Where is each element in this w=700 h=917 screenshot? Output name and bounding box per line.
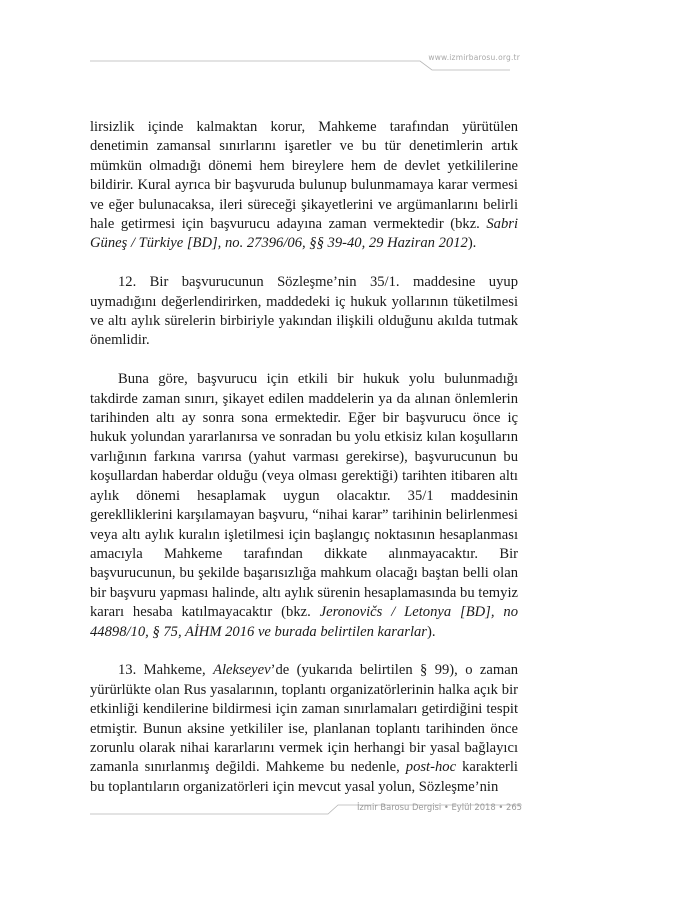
text-run: ). bbox=[467, 235, 477, 252]
paragraph bbox=[90, 118, 518, 254]
text-run: 13. Mahkeme, bbox=[118, 662, 214, 679]
footer-separator: • bbox=[443, 802, 449, 812]
italic-citation: Alekseyev bbox=[213, 662, 271, 679]
footer bbox=[300, 802, 522, 812]
text-run: ). bbox=[426, 623, 436, 640]
text-run: Buna göre, başvurucu için etkili bir hukuk yolu bulunmadığı takdirde zaman sınırı, şikayet edilen maddelerin ya da alınan önlemlerin tarihinden altı ay sonra sona ermektedir. Eğer bir başvurucu önce iç hukuk yolundan yararlanırsa ve sonradan bu yolu etkisiz kılan koşulların varlığının farkına varırsa (yahut varması gerekirse), başvurucunun bu koşullardan haberdar olduğu (veya olması gerektiği) tarihten itibaren altı aylık dönemi hesaplamak uygun olacaktır. 35/1 maddesinin gereklliklerini karşılamayan başvuru, “nihai karar” tarihinin belirlenmesi veya altı aylık kuralın işletilmesi için başlangıç noktasının hesaplanması amacıyla Mahkeme tarafından dikkate alınmayacaktır. Bir başvurucunun, bu şekilde başarısızlığa mahkum olacağı baştan belli olan bir başvuru yapması halinde, altı aylık sürenin hesaplamasında bu temyiz kararı hesaba katılmayacaktır (bkz. bbox=[90, 371, 518, 621]
body-text bbox=[90, 118, 518, 797]
footer-separator: • bbox=[498, 802, 504, 812]
header-rule bbox=[90, 58, 510, 72]
paragraph bbox=[90, 661, 518, 797]
journal-name: İzmir Barosu Dergisi bbox=[356, 802, 442, 812]
paragraph bbox=[90, 273, 518, 351]
paragraph bbox=[90, 370, 518, 642]
italic-citation: Sabri Güneş / Türkiye [BD], no. 27396/06, §§ 39-40, 29 Haziran 2012 bbox=[90, 216, 518, 252]
text-run: lirsizlik içinde kalmaktan korur, Mahkeme tarafından yürütülen denetimin zamansal sınırlarını işaretler ve bu tür denetimlerin artık mümkün olmadığı dönemi hem bireylere hem de devlet yetkililerine bildirir. Kural ayrıca bir başvuruda bulunup bulunmamaya karar vermesi ve eğer bulunacaksa, ileri süreceği şikayetlerini ve argümanlarını belirli hale getirmesi için başvurucu adayına zaman vermektedir (bkz. bbox=[90, 119, 518, 233]
journal-issue: Eylül 2018 bbox=[451, 802, 496, 812]
page-number: 265 bbox=[506, 802, 522, 812]
text-run: 12. Bir başvurucunun Sözleşme’nin 35/1. maddesine uyup uymadığını değerlendirirken, maddedeki iç hukuk yollarının tüketilmesi ve altı aylık sürelerin birbiriyle yakından ilişkili olduğunu akılda tutmak önemlidir. bbox=[90, 274, 518, 349]
header-url: www.izmirbarosu.org.tr bbox=[428, 53, 520, 62]
text-run: ’de (yukarıda belirtilen § 99), o zaman yürürlükte olan Rus yasalarının, toplantı organizatörlerinin halka açık bir etkinliği kendilerine bildirmesi için zaman sınırlamaları getirdiğini tespit etmiştir. Bunun aksine yetkililer ise, planlanan toplantı tarihinden önce zorunlu olarak nihai kararlarını vermek için herhangi bir yasal bağlayıcı zamanla sınırlanmış değildi. Mahkeme bu nedenle, bbox=[90, 662, 519, 776]
italic-citation: Jeronovičs / Letonya [BD], no 44898/10, § 75, AİHM 2016 ve burada belirtilen kararlar bbox=[90, 604, 518, 640]
text-run: karakterli bu toplantıların organizatörleri için mevcut yasal yolun, Sözleşme’nin bbox=[90, 759, 518, 795]
italic-citation: post-hoc bbox=[405, 759, 457, 776]
